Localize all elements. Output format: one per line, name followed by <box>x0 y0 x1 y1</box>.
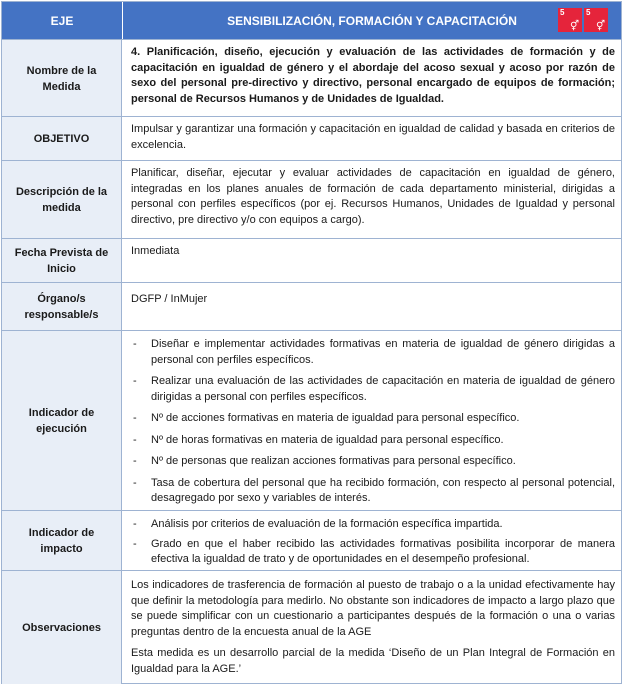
observaciones-paragraph: Esta medida es un desarrollo parcial de la medida ‘Diseño de un Plan Integral de Formación en Igualdad para la AGE.’ <box>131 647 615 675</box>
row-nombre <box>2 39 621 117</box>
value-organo: DGFP / InMujer <box>131 293 208 305</box>
label-ejecucion: Indicador de ejecución <box>2 331 122 511</box>
list-item: - Grado en que el haber recibido las actividades formativas posibilita incorporar de manera efectiva la igualdad de trato y de oportunidades en el desempeño profesional. <box>131 537 615 568</box>
list-item: - Nº de personas que realizan acciones formativas para personal específico. <box>131 454 615 470</box>
row-objetivo <box>2 116 621 161</box>
sdg-5-badge <box>558 8 582 32</box>
ejecucion-list <box>131 337 615 507</box>
label-impacto: Indicador de impacto <box>2 511 122 571</box>
measure-table <box>1 1 622 684</box>
row-observaciones <box>2 570 621 684</box>
header-title <box>123 2 621 39</box>
list-item: - Nº de acciones formativas en materia de igualdad para personal específico. <box>131 411 615 427</box>
list-item: - Diseñar e implementar actividades formativas en materia de igualdad de género dirigidas a personal con perfiles específicos. <box>131 337 615 368</box>
gender-equality-icon: ⚥ <box>595 21 605 32</box>
observaciones-paragraph: Los indicadores de trasferencia de formación al puesto de trabajo o a la unidad efectivamente hay que definir la metodología para medirlo. No obstante son indicadores de impacto a largo plazo que se puede simplificar con un cuestionario a participantes después de la formación o una o varias preguntas dentro de la encuesta anual de la AGE <box>131 579 615 638</box>
header-eje: EJE <box>2 2 122 39</box>
sdg-number: 5 <box>560 8 565 17</box>
row-ejecucion <box>2 330 621 511</box>
list-item: - Realizar una evaluación de las actividades de capacitación en materia de igualdad de género dirigidas a personal con perfiles específicos. <box>131 374 615 405</box>
header-title-text: SENSIBILIZACIÓN, FORMACIÓN Y CAPACITACIÓN <box>227 13 517 28</box>
value-objetivo: Impulsar y garantizar una formación y capacitación en igualdad de calidad y basada en criterios de excelencia. <box>131 123 615 151</box>
row-organo <box>2 282 621 331</box>
label-descripcion: Descripción de la medida <box>2 161 122 239</box>
sdg-5-badge <box>584 8 608 32</box>
value-ejecucion <box>123 331 621 511</box>
list-item: - Nº de horas formativas en materia de igualdad para personal específico. <box>131 433 615 449</box>
row-descripcion <box>2 160 621 239</box>
list-item: - Tasa de cobertura del personal que ha recibido formación, con respecto al personal potencial, desagregado por sexo y variables de interés. <box>131 476 615 507</box>
sdg-number: 5 <box>586 8 591 17</box>
value-descripcion: Planificar, diseñar, ejecutar y evaluar actividades de capacitación en igualdad de género, integradas en los planes anuales de formación de cada departamento ministerial, dirigidas a personal con perfiles específicos (por ej. Recursos Humanos, Unidades de Igualdad y personal directivo, pre directivo y/o con equipos a cargo). <box>131 167 615 226</box>
list-item: - Análisis por criterios de evaluación de la formación específica impartida. <box>131 517 615 533</box>
gender-equality-icon: ⚥ <box>569 21 579 32</box>
row-fecha <box>2 238 621 283</box>
value-fecha: Inmediata <box>131 245 180 257</box>
row-impacto <box>2 510 621 571</box>
value-impacto <box>123 511 621 571</box>
label-organo: Órgano/s responsable/s <box>2 283 122 331</box>
impacto-list <box>131 517 615 568</box>
label-nombre: Nombre de la Medida <box>2 40 122 117</box>
value-observaciones <box>123 571 621 684</box>
label-fecha: Fecha Prevista de Inicio <box>2 239 122 283</box>
label-objetivo: OBJETIVO <box>2 117 122 161</box>
label-observaciones: Observaciones <box>2 571 122 684</box>
value-nombre: 4. Planificación, diseño, ejecución y evaluación de las actividades de formación y de capacitación en igualdad de género y el abordaje del acoso sexual y acoso por razón de sexo del personal pre-directivo y directivo, personal encargado de equipos de formación; personal de Recursos Humanos y de Unidades de Igualdad. <box>131 46 615 105</box>
